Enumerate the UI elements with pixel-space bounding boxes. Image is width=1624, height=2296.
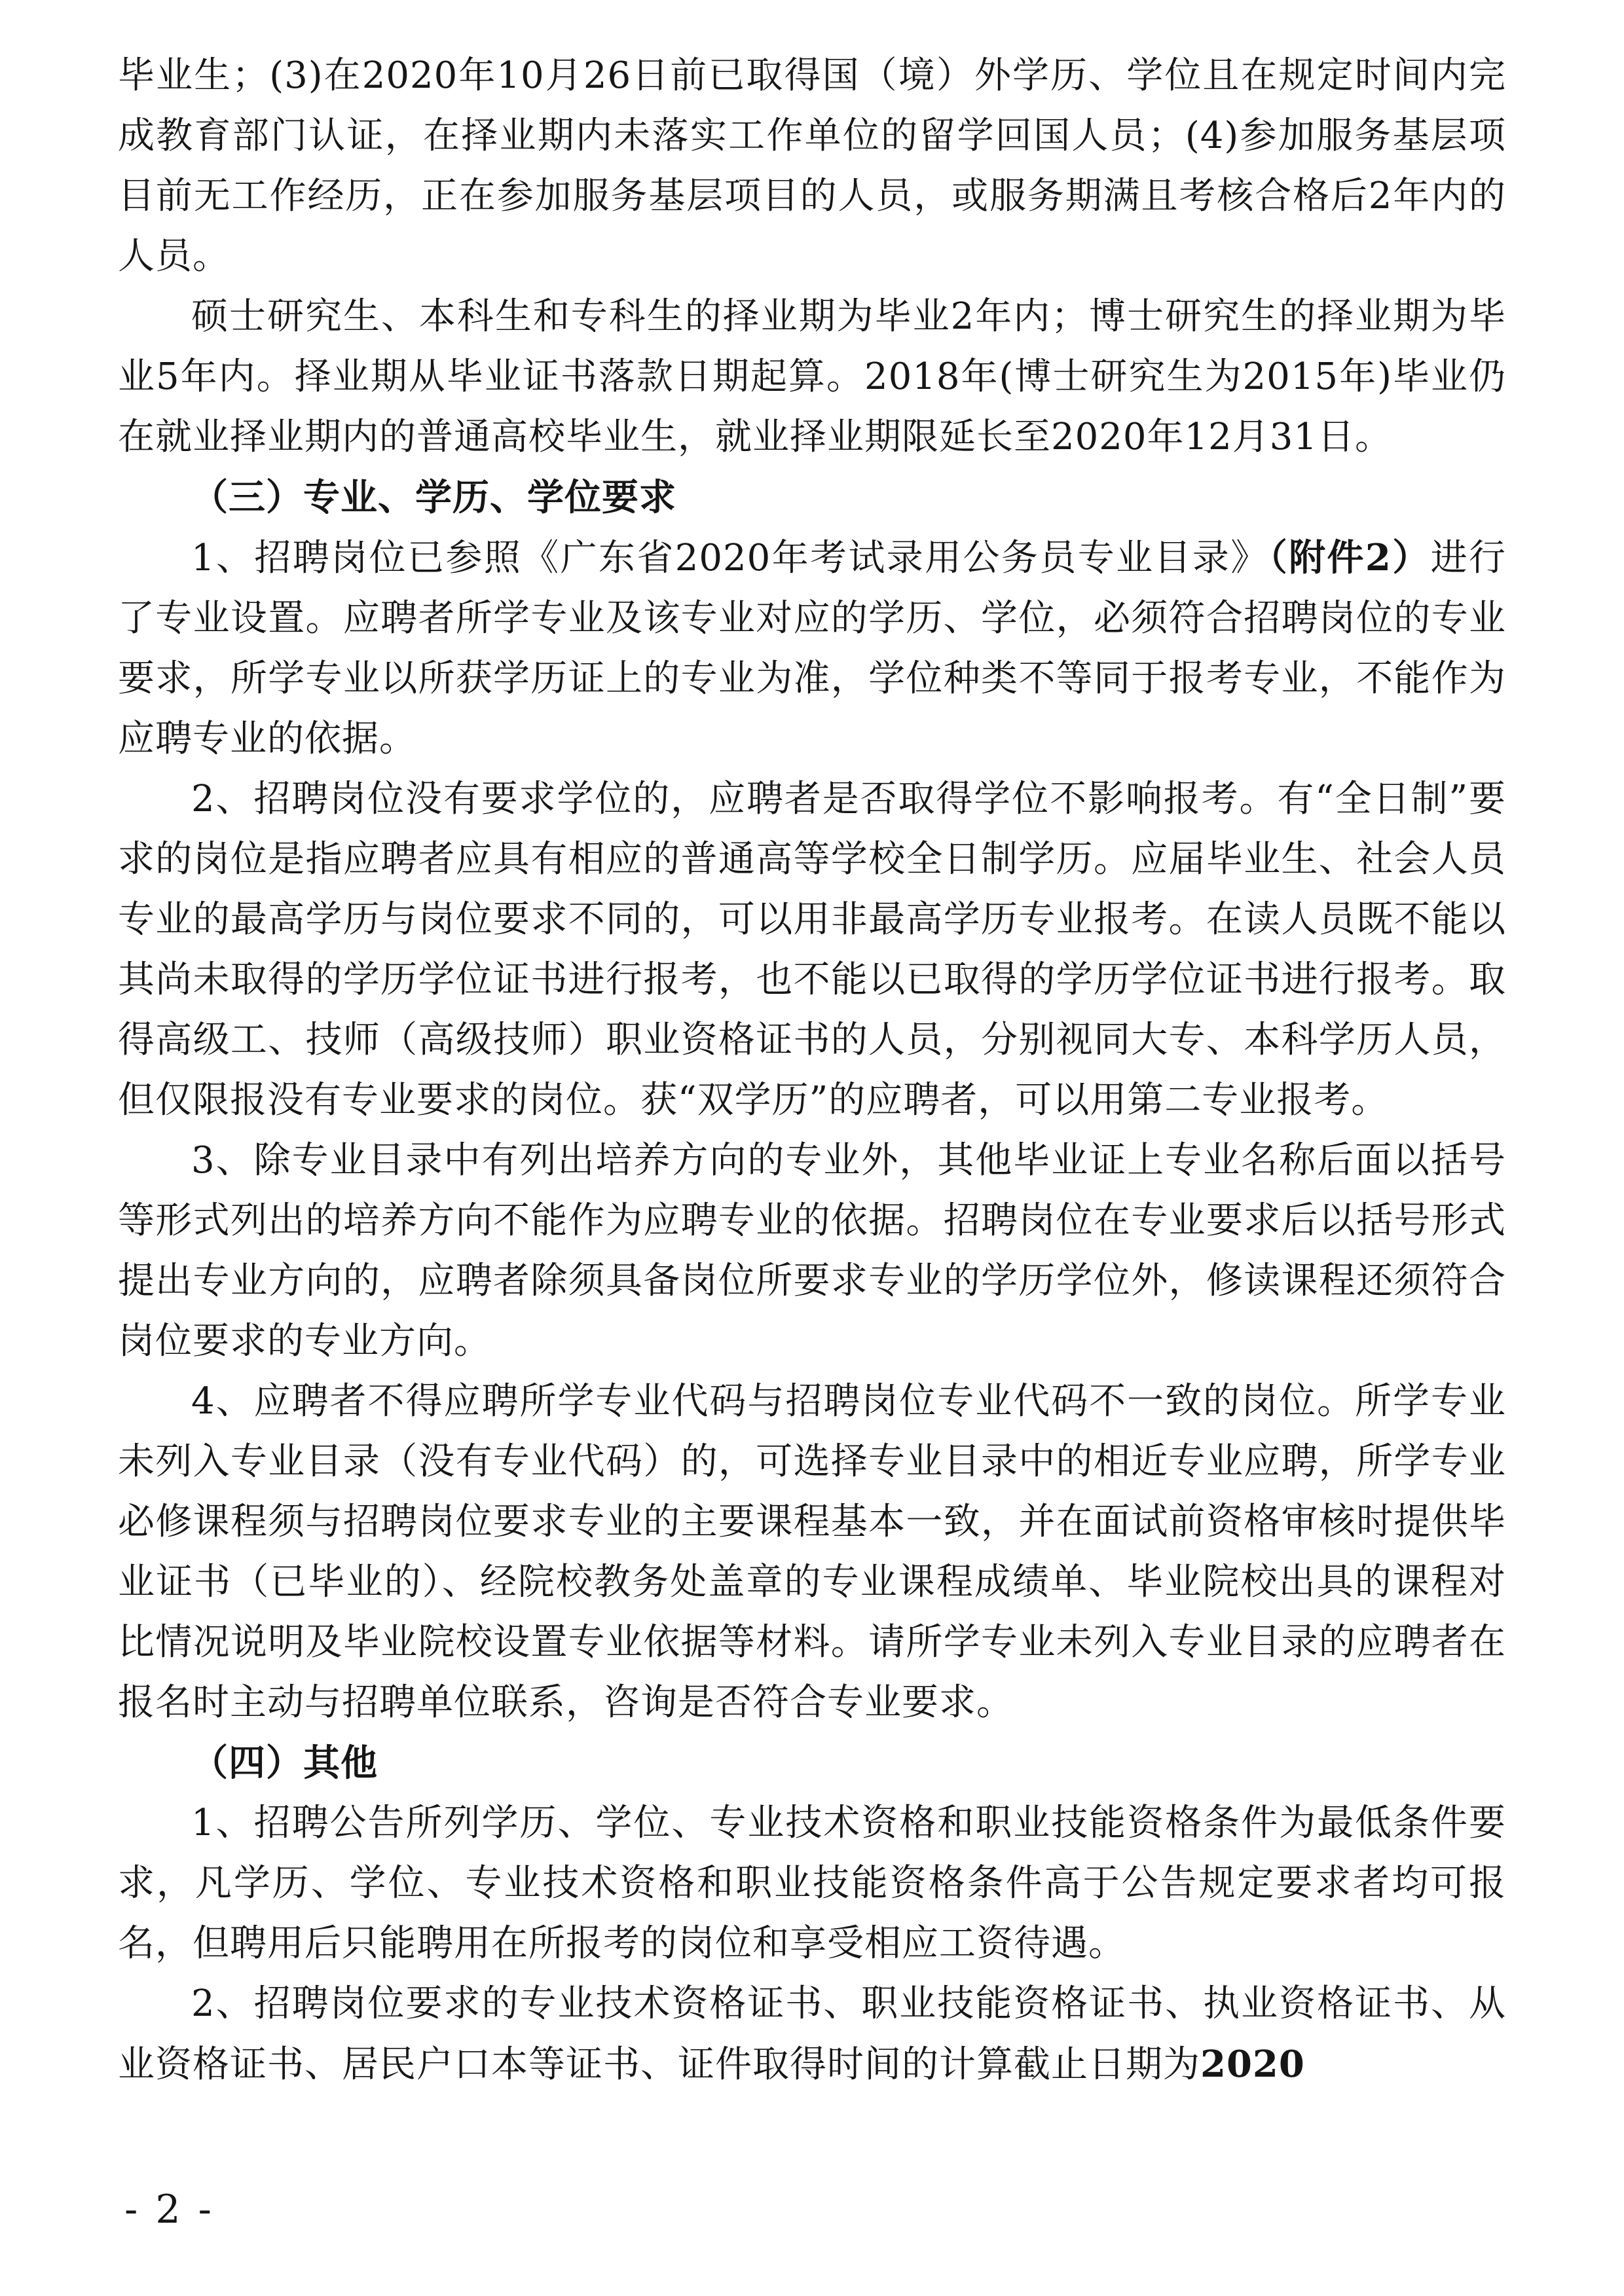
page-number: - 2 - [124,2187,214,2232]
section4-item-2 [118,1974,1506,2095]
paragraph-graduation-period: 硕士研究生、本科生和专科生的择业期为毕业2年内；博士研究生的择业期为毕业5年内。择业期从毕业证书落款日期起算。2018年(博士研究生为2015年)毕业仍在就业择业期内的普通高校毕业生，就业择业期限延长至2020年12月31日。 [118,295,1506,458]
paragraph-continuation: 毕业生；(3)在2020年10月26日前已取得国（境）外学历、学位且在规定时间内完成教育部门认证，在择业期内未落实工作单位的留学回国人员；(4)参加服务基层项目前无工作经历，正在参加服务基层项目的人员，或服务期满且考核合格后2年内的人员。 [118,54,1506,278]
section3-item-2: 2、招聘岗位没有要求学位的，应聘者是否取得学位不影响报考。有“全日制”要求的岗位是指应聘者应具有相应的普通高等学校全日制学历。应届毕业生、社会人员专业的最高学历与岗位要求不同的，可以用非最高学历专业报考。在读人员既不能以其尚未取得的学历学位证书进行报考，也不能以已取得的学历学位证书进行报考。取得高级工、技师（高级技师）职业资格证书的人员，分别视同大专、本科学历人员，但仅限报没有专业要求的岗位。获“双学历”的应聘者，可以用第二专业报考。 [118,778,1506,1121]
section3-item-1-lead: 1、招聘岗位已参照《广东省2020年考试录用公务员专业目录》 [191,537,1269,579]
section4-item-2-year: 2020 [1200,2043,1305,2086]
section3-item-4: 4、应聘者不得应聘所学专业代码与招聘岗位专业代码不一致的岗位。所学专业未列入专业目录（没有专业代码）的，可选择专业目录中的相近专业应聘，所学专业必修课程须与招聘岗位要求专业的主要课程基本一致，并在面试前资格审核时提供毕业证书（已毕业的）、经院校教务处盖章的专业课程成绩单、毕业院校出具的课程对比情况说明及毕业院校设置专业依据等材料。请所学专业未列入专业目录的应聘者在报名时主动与招聘单位联系，咨询是否符合专业要求。 [118,1380,1506,1724]
section-heading-other: （四）其他 [191,1741,378,1785]
section4-item-2-text: 2、招聘岗位要求的专业技术资格证书、职业技能资格证书、执业资格证书、从业资格证书、居民户口本等证书、证件取得时间的计算截止日期为 [118,1982,1506,2086]
section4-item-1: 1、招聘公告所列学历、学位、专业技术资格和职业技能资格条件为最低条件要求，凡学历、学位、专业技术资格和职业技能资格条件高于公告规定要求者均可报名，但聘用后只能聘用在所报考的岗位和享受相应工资待遇。 [118,1802,1506,1965]
section3-item-1 [118,528,1506,769]
section3-item-1-rest: 进行了专业设置。应聘者所学专业及该专业对应的学历、学位，必须符合招聘岗位的专业要求，所学专业以所获学历证上的专业为准，学位种类不等同于报考专业，不能作为应聘专业的依据。 [118,537,1506,760]
section3-item-3: 3、除专业目录中有列出培养方向的专业外，其他毕业证上专业名称后面以括号等形式列出的培养方向不能作为应聘专业的依据。招聘岗位在专业要求后以括号形式提出专业方向的，应聘者除须具备岗位所要求专业的学历学位外，修读课程还须符合岗位要求的专业方向。 [118,1139,1506,1362]
attachment-reference: （附件2） [1268,536,1431,579]
section-heading-major-degree: （三）专业、学历、学位要求 [191,476,676,519]
document-body [118,46,1506,2095]
